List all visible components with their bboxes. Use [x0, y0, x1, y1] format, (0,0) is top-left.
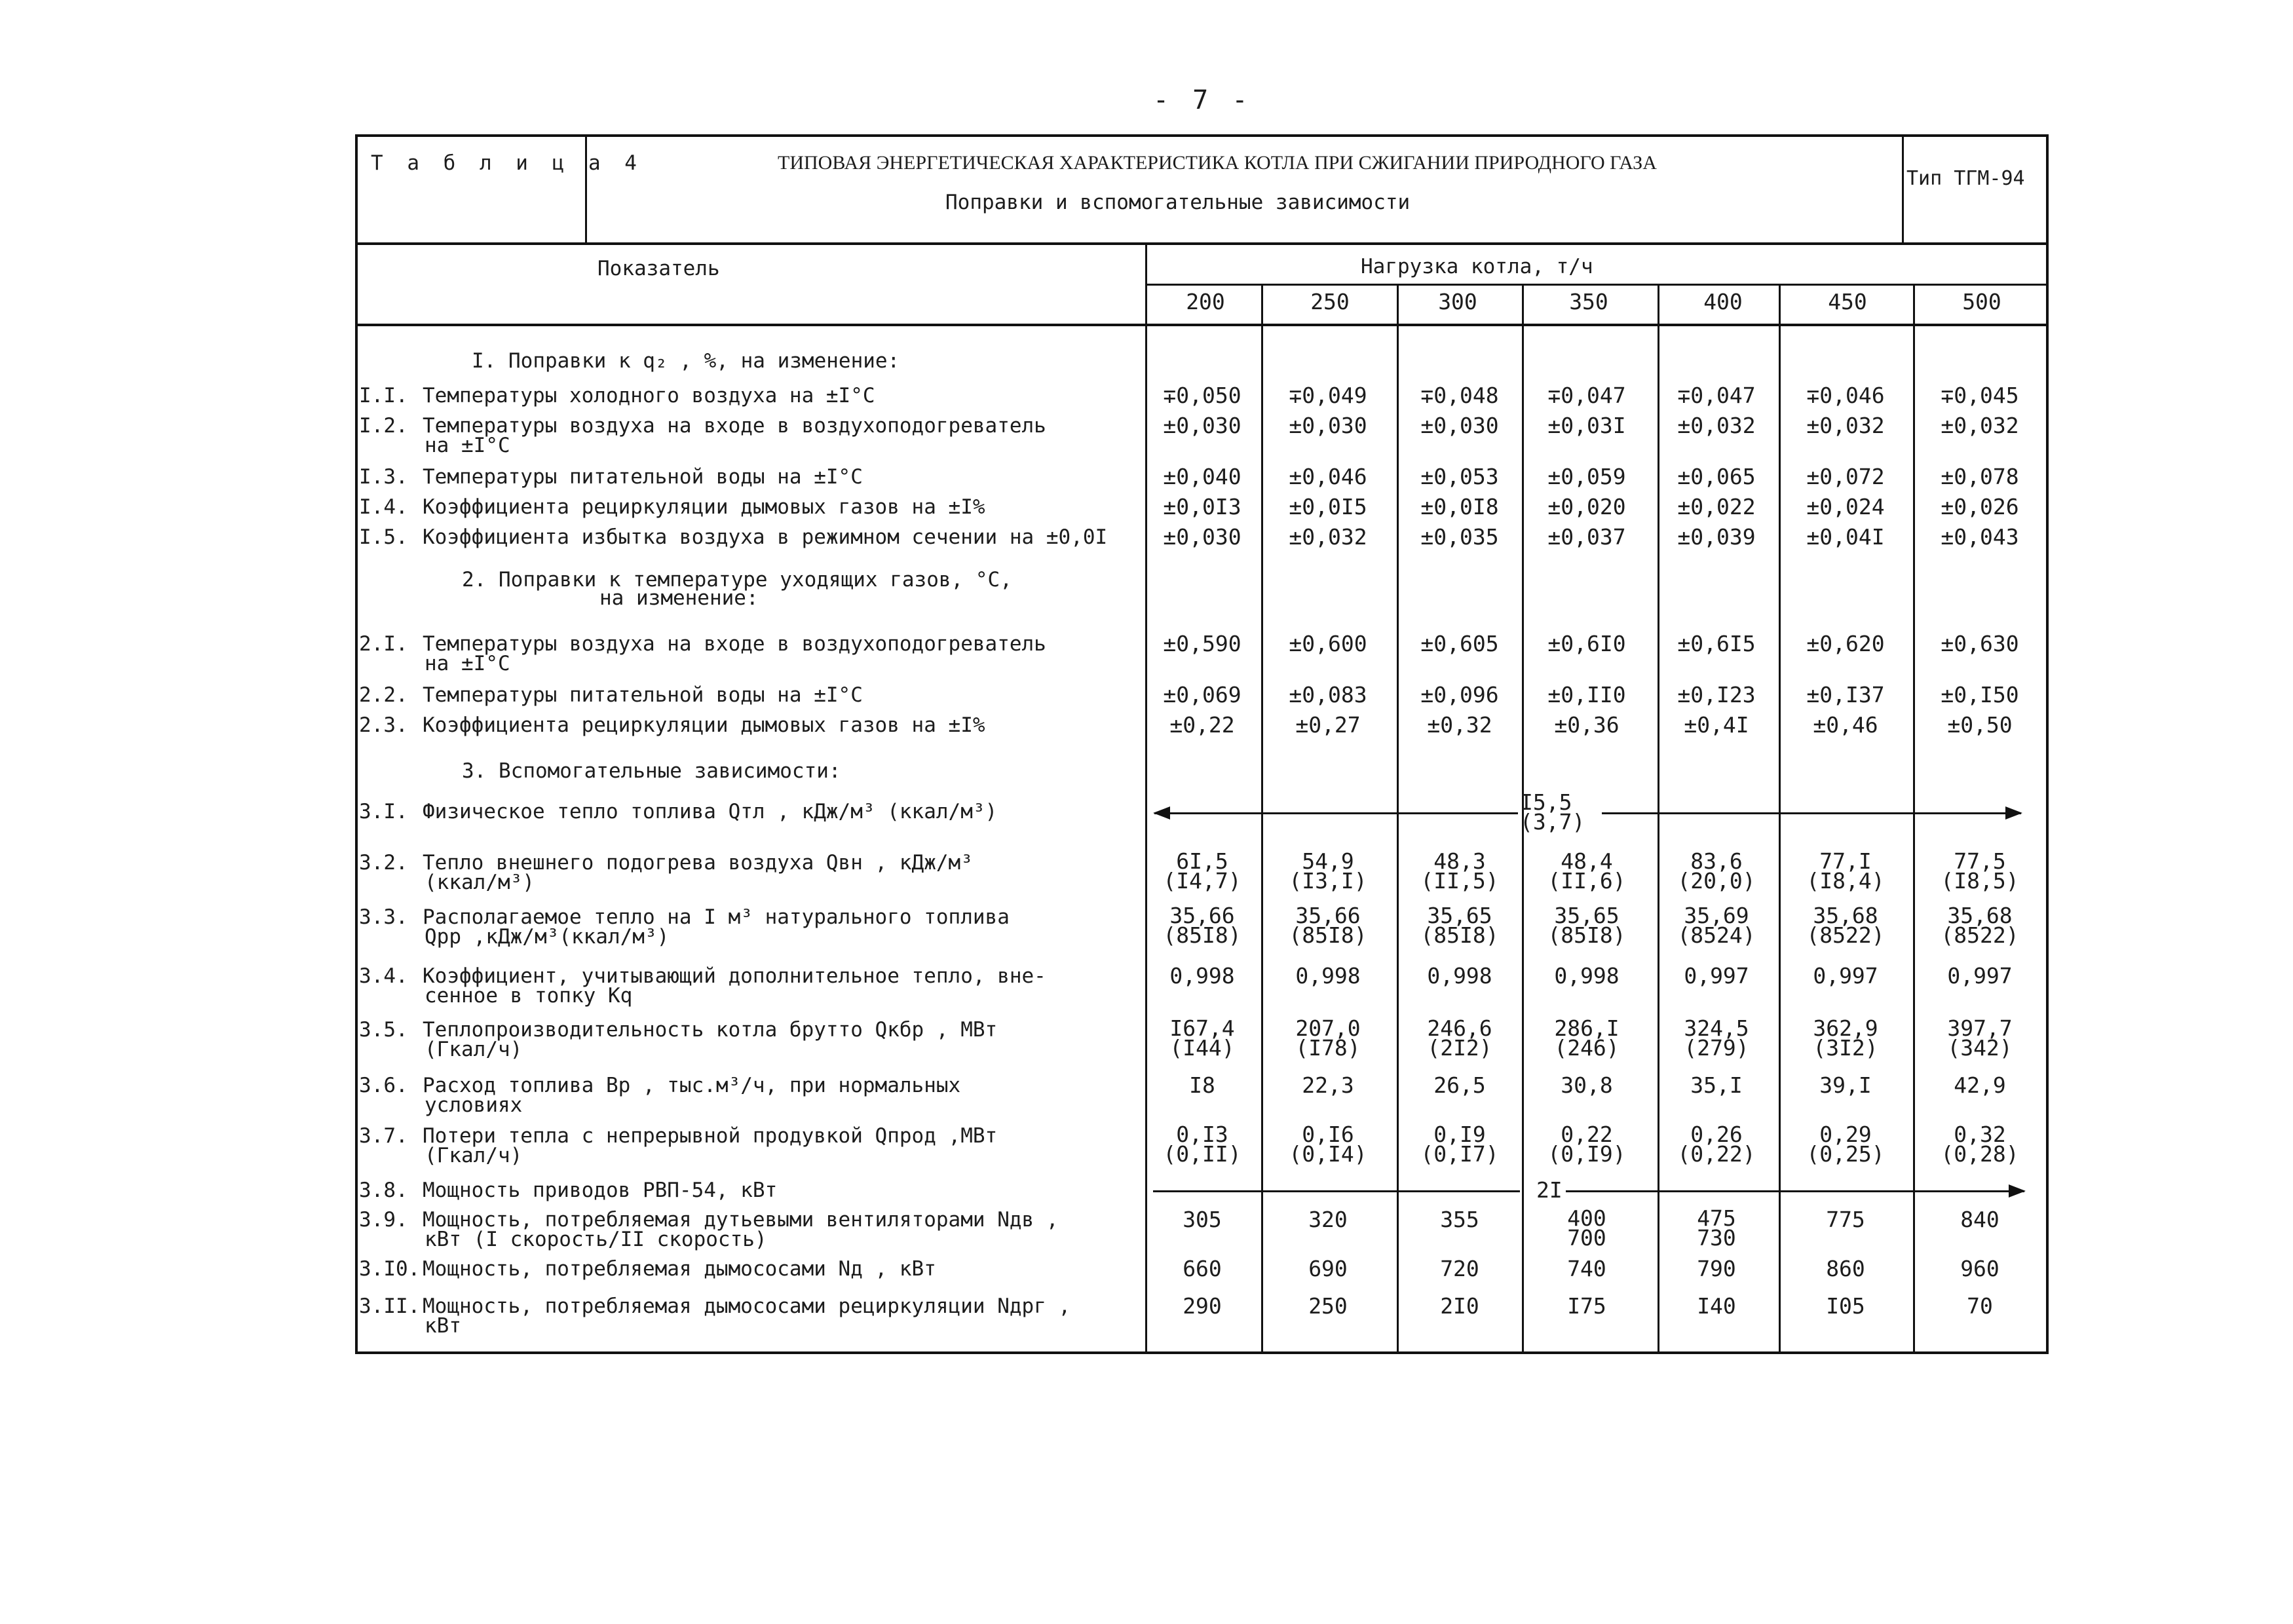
row-label: Температуры холодного воздуха на ±I°С	[423, 384, 875, 407]
row-label-continued: на ±I°С	[425, 434, 510, 457]
table-subtitle: Поправки и вспомогательные зависимости	[945, 191, 1411, 214]
value-cell: ±0,022	[1677, 494, 1756, 519]
value-cell: 0,997	[1947, 963, 2013, 989]
value-cell: ±0,I23	[1677, 682, 1756, 708]
row-label: Температуры питательной воды на ±I°С	[423, 683, 863, 707]
row-label-continued: сенное в топку Kq	[425, 984, 633, 1008]
value-cell: 660	[1183, 1256, 1222, 1281]
header-vline-right	[1902, 134, 1904, 242]
load-caption: Нагрузка котла, т/ч	[1361, 255, 1593, 278]
value-cell: 790	[1697, 1256, 1736, 1281]
col-sep-5	[1779, 284, 1781, 1354]
value-cell: ±0,096	[1420, 682, 1499, 708]
value-cell: 2I	[1536, 1177, 1563, 1203]
value-cell: 400 700	[1567, 1205, 1606, 1251]
row-number: 3.I0.	[359, 1257, 421, 1281]
value-cell: 0,32 (0,28)	[1941, 1122, 2019, 1167]
load-300: 300	[1438, 289, 1477, 314]
row-label: Температуры питательной воды на ±I°С	[423, 465, 863, 489]
value-cell: ∓0,047	[1677, 383, 1756, 408]
value-cell: ∓0,048	[1420, 383, 1499, 408]
value-cell: ±0,078	[1941, 464, 2019, 489]
col-sep-6	[1913, 284, 1915, 1354]
value-cell: ±0,043	[1941, 524, 2019, 550]
value-cell: ±0,04I	[1806, 524, 1885, 550]
value-cell: ∓0,050	[1163, 383, 1241, 408]
value-cell: ±0,620	[1806, 631, 1885, 656]
row-label: Коэффициента рециркуляции дымовых газов на ±I%	[423, 713, 985, 737]
value-cell: ±0,032	[1677, 413, 1756, 438]
row-label: Коэффициента избытка воздуха в режимном сечении на ±0,0I	[423, 525, 1108, 549]
header-vline-left	[585, 134, 587, 242]
table-label: Т а б л и ц а 4	[371, 151, 643, 175]
row-label-continued: условиях	[425, 1093, 523, 1117]
value-cell: 355	[1440, 1207, 1479, 1232]
row-label: Коэффициент, учитывающий дополнительное тепло, вне-	[423, 964, 1046, 988]
row-label: Тепло внешнего подогрева воздуха Qвн , кДж/м³	[423, 851, 973, 875]
value-cell: I5,5 (3,7)	[1520, 789, 1585, 835]
value-cell: 0,I9 (0,I7)	[1420, 1122, 1499, 1167]
load-350: 350	[1569, 289, 1608, 314]
load-200: 200	[1186, 289, 1225, 314]
value-cell: ±0,0I3	[1163, 494, 1241, 519]
col-sep-4	[1658, 284, 1659, 1354]
row-number: 3.I.	[359, 800, 408, 823]
row-number: 3.5.	[359, 1018, 408, 1042]
col-sep-2	[1397, 284, 1399, 1354]
row-label: Мощность, потребляемая дымососами Nд , кВт	[423, 1257, 936, 1281]
load-500: 500	[1962, 289, 2001, 314]
value-cell: ±0,32	[1427, 712, 1492, 738]
value-cell: 720	[1440, 1256, 1479, 1281]
value-cell: ±0,046	[1289, 464, 1367, 489]
value-cell: ±0,030	[1163, 524, 1241, 550]
value-cell: ±0,50	[1947, 712, 2013, 738]
value-cell: 475 730	[1697, 1205, 1736, 1251]
value-cell: 0,29 (0,25)	[1806, 1122, 1885, 1167]
arrow-3-8-left	[1153, 1190, 1520, 1192]
value-cell: 0,997	[1684, 963, 1749, 989]
value-cell: ±0,03I	[1547, 413, 1626, 438]
value-cell: ±0,065	[1677, 464, 1756, 489]
value-cell: ±0,026	[1941, 494, 2019, 519]
row-label: Мощность, потребляемая дымососами рециркуляции Nдрг ,	[423, 1294, 1071, 1318]
section-3-heading: 3. Вспомогательные зависимости:	[462, 759, 841, 783]
row-label: Располагаемое тепло на I м³ натурального топлива	[423, 905, 1010, 929]
row-number: 3.8.	[359, 1179, 408, 1202]
value-cell: ±0,030	[1420, 413, 1499, 438]
row-label: Мощность, потребляемая дутьевыми вентиляторами Nдв ,	[423, 1208, 1059, 1232]
row-number: 2.I.	[359, 632, 408, 656]
value-cell: ±0,27	[1295, 712, 1361, 738]
row-number: 3.9.	[359, 1208, 408, 1232]
row-number: 3.4.	[359, 964, 408, 988]
value-cell: 0,998	[1554, 963, 1620, 989]
header-divider	[355, 242, 2049, 245]
value-cell: 35,69 (8524)	[1677, 903, 1756, 948]
value-cell: 42,9	[1954, 1072, 2006, 1098]
value-cell: 2I0	[1440, 1293, 1479, 1319]
value-cell: ±0,020	[1547, 494, 1626, 519]
row-number: 3.6.	[359, 1074, 408, 1097]
row-label: Расход топлива Вр , тыс.м³/ч, при нормальных	[423, 1074, 961, 1097]
value-cell: 35,65 (85I8)	[1420, 903, 1499, 948]
value-cell: ±0,053	[1420, 464, 1499, 489]
value-cell: 26,5	[1433, 1072, 1486, 1098]
row-label: Физическое тепло топлива Qтл , кДж/м³ (ккал/м³)	[423, 800, 998, 823]
value-cell: ±0,4I	[1684, 712, 1749, 738]
page-number: - 7 -	[1153, 85, 1252, 115]
value-cell: 83,6 (20,0)	[1677, 848, 1756, 894]
value-cell: 290	[1183, 1293, 1222, 1319]
row-label: Температуры воздуха на входе в воздухоподогреватель	[423, 632, 1046, 656]
value-cell: 690	[1308, 1256, 1348, 1281]
value-cell: 324,5 (279)	[1684, 1015, 1749, 1061]
value-cell: 0,998	[1295, 963, 1361, 989]
value-cell: I8	[1189, 1072, 1215, 1098]
value-cell: ±0,I37	[1806, 682, 1885, 708]
value-cell: 30,8	[1561, 1072, 1613, 1098]
value-cell: 39,I	[1819, 1072, 1872, 1098]
value-cell: ∓0,046	[1806, 383, 1885, 408]
value-cell: 250	[1308, 1293, 1348, 1319]
value-cell: ±0,032	[1806, 413, 1885, 438]
value-cell: ±0,030	[1163, 413, 1241, 438]
value-cell: 54,9 (I3,I)	[1289, 848, 1367, 894]
value-cell: 840	[1960, 1207, 1999, 1232]
value-cell: 22,3	[1302, 1072, 1354, 1098]
value-cell: ±0,039	[1677, 524, 1756, 550]
boiler-type: Тип ТГМ-94	[1906, 167, 2025, 190]
value-cell: 207,0 (I78)	[1295, 1015, 1361, 1061]
load-450: 450	[1828, 289, 1867, 314]
value-cell: 70	[1967, 1293, 1993, 1319]
value-cell: ±0,600	[1289, 631, 1367, 656]
value-cell: 35,65 (85I8)	[1547, 903, 1626, 948]
row-number: 3.2.	[359, 851, 408, 875]
row-label-continued: кВт	[425, 1314, 461, 1338]
row-number: I.I.	[359, 384, 408, 407]
value-cell: 35,I	[1690, 1072, 1743, 1098]
value-cell: 48,4 (II,6)	[1547, 848, 1626, 894]
value-cell: ±0,059	[1547, 464, 1626, 489]
value-cell: I05	[1826, 1293, 1865, 1319]
row-number: I.3.	[359, 465, 408, 489]
value-cell: ±0,6I5	[1677, 631, 1756, 656]
value-cell: ±0,024	[1806, 494, 1885, 519]
section-1-heading: I. Поправки к q₂ , %, на изменение:	[472, 349, 900, 373]
value-cell: ±0,072	[1806, 464, 1885, 489]
indicator-column-line	[1145, 242, 1147, 1354]
row-number: 3.II.	[359, 1294, 421, 1318]
row-label-continued: кВт (I скорость/II скорость)	[425, 1228, 767, 1251]
row-label: Теплопроизводительность котла брутто Qкбр , МВт	[423, 1018, 998, 1042]
value-cell: 0,998	[1169, 963, 1235, 989]
row-label-continued: на ±I°С	[425, 652, 510, 675]
value-cell: ±0,032	[1941, 413, 2019, 438]
row-label-continued: (Гкал/ч)	[425, 1038, 523, 1061]
row-number: 2.3.	[359, 713, 408, 737]
row-label: Мощность приводов РВП-54, кВт	[423, 1179, 778, 1202]
value-cell: ±0,630	[1941, 631, 2019, 656]
row-number: 2.2.	[359, 683, 408, 707]
value-cell: ∓0,045	[1941, 383, 2019, 408]
value-cell: 0,I3 (0,II)	[1163, 1122, 1241, 1167]
value-cell: I75	[1567, 1293, 1606, 1319]
row-label: Коэффициента рециркуляции дымовых газов на ±I%	[423, 495, 985, 519]
row-label-continued: Qрр ,кДж/м³(ккал/м³)	[425, 925, 670, 949]
row-number: 3.3.	[359, 905, 408, 929]
column-header-divider	[355, 324, 2049, 326]
arrow-3-1-left	[1154, 812, 1518, 814]
value-cell: 0,26 (0,22)	[1677, 1122, 1756, 1167]
value-cell: 740	[1567, 1256, 1606, 1281]
value-cell: ±0,0I8	[1420, 494, 1499, 519]
value-cell: 286,I (246)	[1554, 1015, 1620, 1061]
value-cell: 960	[1960, 1256, 1999, 1281]
value-cell: 775	[1826, 1207, 1865, 1232]
value-cell: 362,9 (3I2)	[1813, 1015, 1878, 1061]
value-cell: ±0,36	[1554, 712, 1620, 738]
row-number: 3.7.	[359, 1124, 408, 1148]
row-label: Температуры воздуха на входе в воздухоподогреватель	[423, 414, 1046, 438]
value-cell: ±0,22	[1169, 712, 1235, 738]
row-label: Потери тепла с непрерывной продувкой Qпрод ,МВт	[423, 1124, 998, 1148]
value-cell: 320	[1308, 1207, 1348, 1232]
section-2-heading: 2. Поправки к температуре уходящих газов, °С,	[462, 568, 1012, 592]
row-number: I.4.	[359, 495, 408, 519]
value-cell: 77,5 (I8,5)	[1941, 848, 2019, 894]
table-frame	[355, 134, 2049, 1354]
value-cell: ±0,040	[1163, 464, 1241, 489]
value-cell: ±0,083	[1289, 682, 1367, 708]
value-cell: ±0,032	[1289, 524, 1367, 550]
arrow-3-1-right	[1602, 812, 2021, 814]
value-cell: ±0,069	[1163, 682, 1241, 708]
value-cell: I67,4 (I44)	[1169, 1015, 1235, 1061]
row-label-continued: (Гкал/ч)	[425, 1144, 523, 1167]
value-cell: 0,I6 (0,I4)	[1289, 1122, 1367, 1167]
value-cell: ±0,I50	[1941, 682, 2019, 708]
col-sep-1	[1261, 284, 1263, 1354]
value-cell: ±0,46	[1813, 712, 1878, 738]
load-400: 400	[1703, 289, 1743, 314]
value-cell: I40	[1697, 1293, 1736, 1319]
load-250: 250	[1310, 289, 1350, 314]
value-cell: ±0,590	[1163, 631, 1241, 656]
value-cell: 35,66 (85I8)	[1163, 903, 1241, 948]
value-cell: 6I,5 (I4,7)	[1163, 848, 1241, 894]
table-title: ТИПОВАЯ ЭНЕРГЕТИЧЕСКАЯ ХАРАКТЕРИСТИКА КОТЛА ПРИ СЖИГАНИИ ПРИРОДНОГО ГАЗА	[778, 152, 1657, 174]
value-cell: 0,22 (0,I9)	[1547, 1122, 1626, 1167]
value-cell: 35,68 (8522)	[1941, 903, 2019, 948]
value-cell: 77,I (I8,4)	[1806, 848, 1885, 894]
value-cell: ±0,035	[1420, 524, 1499, 550]
value-cell: ∓0,049	[1289, 383, 1367, 408]
value-cell: 246,6 (2I2)	[1427, 1015, 1492, 1061]
value-cell: 305	[1183, 1207, 1222, 1232]
row-label-continued: (ккал/м³)	[425, 871, 535, 894]
value-cell: 48,3 (II,5)	[1420, 848, 1499, 894]
arrow-3-8-right	[1566, 1190, 2024, 1192]
value-cell: 0,998	[1427, 963, 1492, 989]
row-number: I.5.	[359, 525, 408, 549]
value-cell: ±0,037	[1547, 524, 1626, 550]
value-cell: ±0,0I5	[1289, 494, 1367, 519]
value-cell: ±0,030	[1289, 413, 1367, 438]
value-cell: ±0,605	[1420, 631, 1499, 656]
value-cell: 0,997	[1813, 963, 1878, 989]
value-cell: ±0,II0	[1547, 682, 1626, 708]
section-2-heading-cont: на изменение:	[599, 586, 759, 610]
value-cell: 860	[1826, 1256, 1865, 1281]
value-cell: ∓0,047	[1547, 383, 1626, 408]
row-number: I.2.	[359, 414, 408, 438]
value-cell: 397,7 (342)	[1947, 1015, 2013, 1061]
value-cell: ±0,6I0	[1547, 631, 1626, 656]
value-cell: 35,68 (8522)	[1806, 903, 1885, 948]
indicator-header: Показатель	[597, 257, 720, 280]
value-cell: 35,66 (85I8)	[1289, 903, 1367, 948]
